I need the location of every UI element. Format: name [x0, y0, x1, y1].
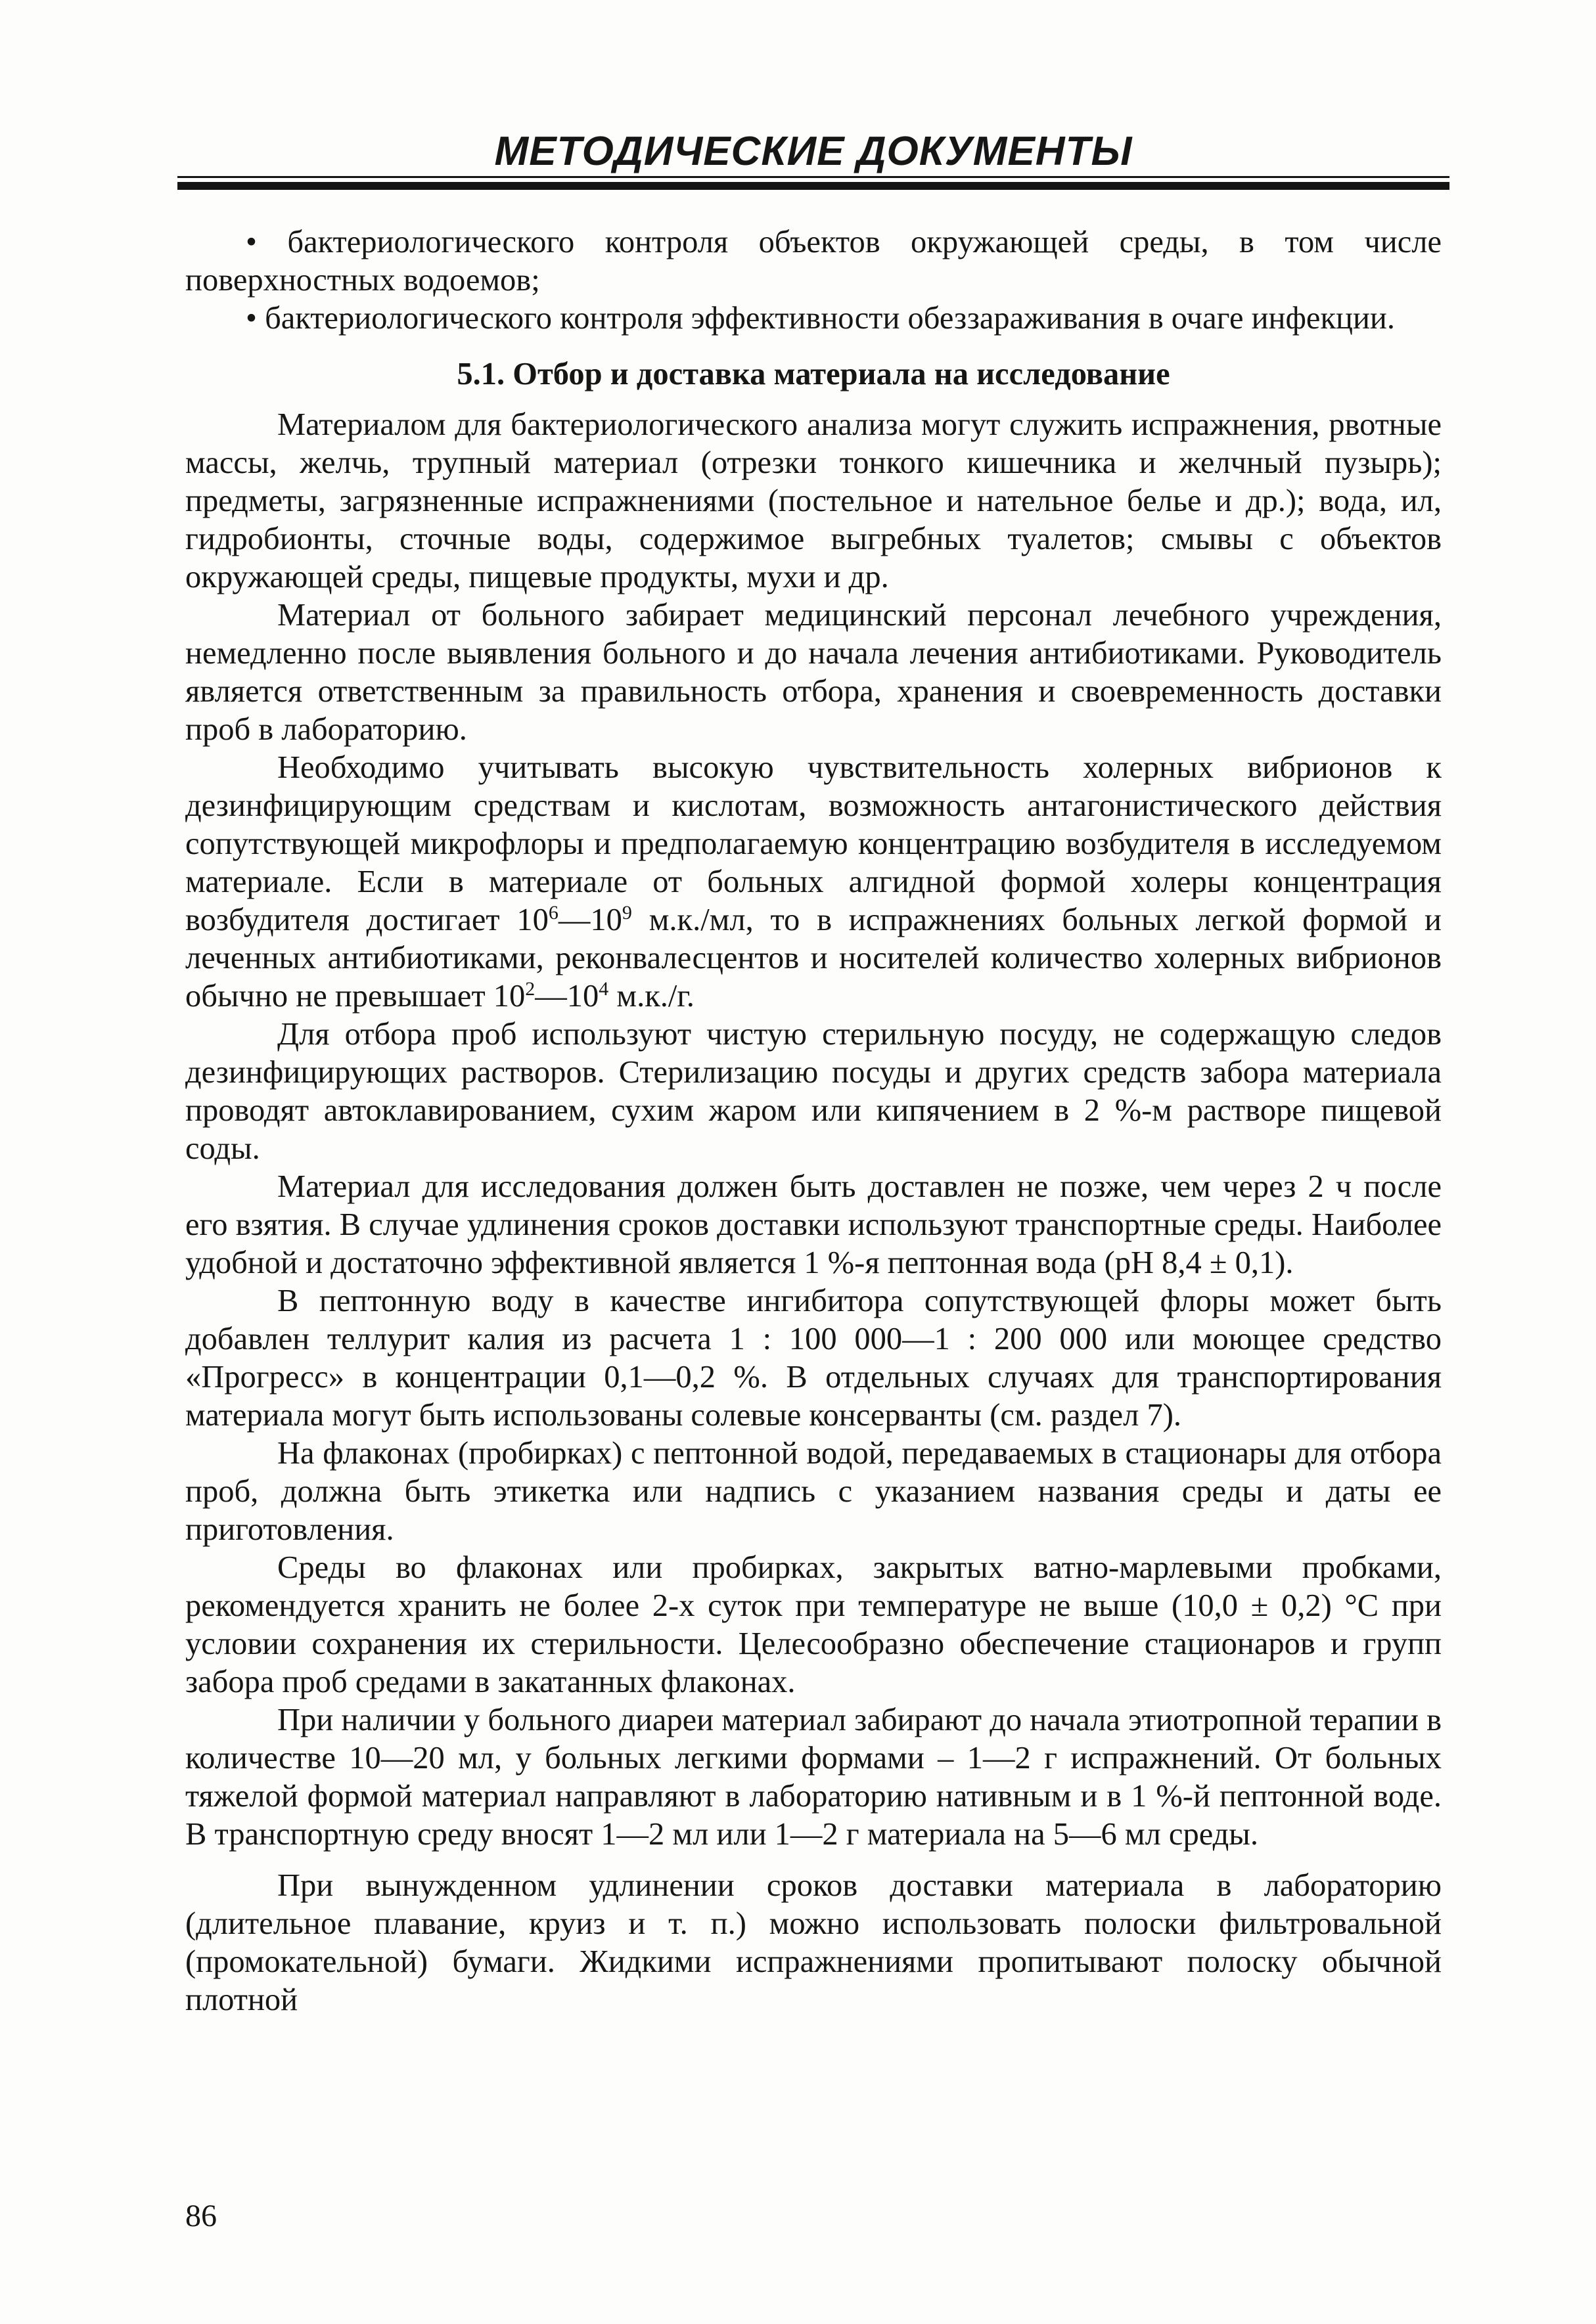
- exponent: 2: [525, 977, 536, 1000]
- paragraph-text: м.к./мл, то в испражнениях больных легкой формой и леченных антибиотиками, реконвалесцентов и носителей количество холерных вибрионов обычно не превышает 10: [185, 903, 1442, 1014]
- section-heading: 5.1. Отбор и доставка материала на исследование: [457, 357, 1170, 391]
- paragraph: При наличии у больного диареи материал забирают до начала этиотропной терапии в количестве 10—20 мл, у больных легкими формами – 1—2 г испражнений. От больных тяжелой формой материал направляют в лабораторию нативным и в 1 %-й пептонной воде. В транспортную среду вносят 1—2 мл или 1—2 г материала на 5—6 мл среды.: [185, 1703, 1442, 1852]
- paragraph: Для отбора проб используют чистую стерильную посуду, не содержащую следов дезинфицирующих растворов. Стерилизацию посуды и других средств забора материала проводят автоклавированием, сухим жаром или кипячением в 2 %-м растворе пищевой соды.: [185, 1017, 1442, 1166]
- paragraph-text: —10: [535, 979, 599, 1014]
- header-rule-thick: [177, 182, 1449, 190]
- paragraph-text: —10: [558, 903, 622, 937]
- paragraph: Материал от больного забирает медицинский персонал лечебного учреждения, немедленно после выявления больного и до начала лечения антибиотиками. Руководитель является ответственным за правильность отбора, хранения и своевременность доставки проб в лабораторию.: [185, 598, 1442, 747]
- page-number: 86: [185, 2199, 217, 2233]
- paragraph: В пептонную воду в качестве ингибитора сопутствующей флоры может быть добавлен теллурит калия из расчета 1 : 100 000—1 : 200 000 или моющее средство «Прогресс» в концентрации 0,1—0,2 %. В отдельных случаях для транспортирования материала могут быть использованы солевые консерванты (см. раздел 7).: [185, 1284, 1442, 1433]
- paragraph: Материал для исследования должен быть доставлен не позже, чем через 2 ч после его взятия. В случае удлинения сроков доставки используют транспортные среды. Наиболее удобной и достаточно эффективной является 1 %-я пептонная вода (рН 8,4 ± 0,1).: [185, 1169, 1442, 1280]
- exponent: 9: [622, 901, 632, 924]
- paragraph: На флаконах (пробирках) с пептонной водой, передаваемых в стационары для отбора проб, должна быть этикетка или надпись с указанием названия среды и даты ее приготовления.: [185, 1436, 1442, 1547]
- paragraph: Среды во флаконах или пробирках, закрытых ватно-марлевыми пробками, рекомендуется хранить не более 2-х суток при температуре не выше (10,0 ± 0,2) °С при условии сохранения их стерильности. Целесообразно обеспечение стационаров и групп забора проб средами в закатанных флаконах.: [185, 1550, 1442, 1699]
- paragraph: Материалом для бактериологического анализа могут служить испражнения, рвотные массы, желчь, трупный материал (отрезки тонкого кишечника и желчный пузырь); предметы, загрязненные испражнениями (постельное и нательное белье и др.); вода, ил, гидробионты, сточные воды, содержимое выгребных туалетов; смывы с объектов окружающей среды, пищевые продукты, мухи и др.: [185, 407, 1442, 594]
- running-header: МЕТОДИЧЕСКИЕ ДОКУМЕНТЫ: [494, 129, 1133, 174]
- paragraph-text: м.к./г.: [608, 979, 695, 1014]
- header-rule-thin: [177, 176, 1449, 178]
- exponent: 6: [548, 901, 559, 924]
- bullet-item: • бактериологического контроля объектов окружающей среды, в том числе поверхностных водоемов;: [185, 225, 1442, 298]
- paragraph-text: Необходимо учитывать высокую чувствительность холерных вибрионов к дезинфицирующим средствам и кислотам, возможность антагонистического действия сопутствующей микрофлоры и предполагаемую концентрацию возбудителя в исследуемом материале. Если в материале от больных алгидной формой холеры концентрация возбудителя достигает 10: [185, 750, 1442, 937]
- bullet-item: • бактериологического контроля эффективности обеззараживания в очаге инфекции.: [246, 301, 1396, 336]
- paragraph: При вынужденном удлинении сроков доставки материала в лабораторию (длительное плавание, круиз и т. п.) можно использовать полоски фильтровальной (промокательной) бумаги. Жидкими испражнениями пропитывают полоску обычной плотной: [185, 1868, 1442, 2017]
- exponent: 4: [599, 977, 609, 1000]
- document-body: [185, 223, 1442, 2019]
- paragraph: [185, 749, 1442, 1016]
